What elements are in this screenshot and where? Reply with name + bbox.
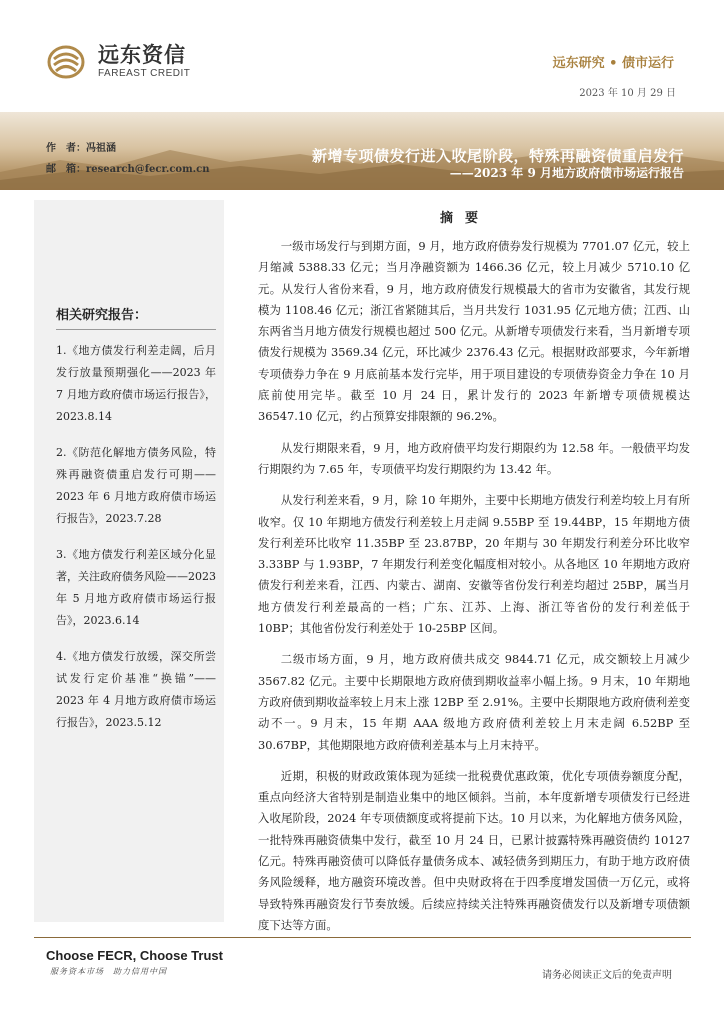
report-title: 新增专项债发行进入收尾阶段，特殊再融资债重启发行 [311, 147, 684, 165]
abstract-paragraph: 二级市场方面，9 月，地方政府债共成交 9844.71 亿元，成交额较上月减少 3567.82 亿元。主要中长期限地方政府债到期收益率小幅上扬。9 月末，10 年期地方政府债到期收益率较上月末上涨 12BP 至 2.91%。主要中长期限地方政府债利差变动不一。9 月末，15 年期 AAA 级地方政府债利差较上月末走阔 6.52BP 至 30.67BP，其他期限地方政府债利差基本与上月末持平。 [258, 652, 690, 752]
related-report-item: 2.《防范化解地方债务风险，特殊再融资债重启发行可期——2023 年 6 月地方政府债市场运行报告》，2023.7.28 [56, 446, 216, 525]
report-date: 2023 年 10 月 29 日 [579, 88, 676, 99]
footer-slogan: 服务资本市场 助力信用中国 [50, 967, 167, 976]
report-series: 远东研究 • 债市运行 [552, 56, 674, 71]
related-report-item: 3.《地方债发行利差区域分化显著，关注政府债务风险——2023 年 5 月地方政府债市场运行报告》，2023.6.14 [56, 548, 216, 627]
abstract-paragraph: 从发行利差来看，9 月，除 10 年期外，主要中长期地方债发行利差均较上月有所收窄。仅 10 年期地方债发行利差较上月走阔 9.55BP 至 19.44BP，15 年期地方债发行利差环比收窄 11.35BP 至 23.87BP，20 年期与 30 年期发行利差分环比收窄 3.33BP 与 1.93BP，7 年期发行利差变化幅度相对较小。从各地区 10 年期地方政府债发行利差来看，江西、内蒙古、湖南、安徽等省份发行利差均超过 25BP，属当月地方债发行利差最高的一档；广东、江苏、上海、浙江等省份的发行利差低于 10BP；其他省份发行利差处于 10-25BP 区间。 [258, 493, 690, 636]
author-line: 作 者：冯祖涵 [46, 143, 116, 154]
abstract-paragraph: 近期，积极的财政政策体现为延续一批税费优惠政策，优化专项债券额度分配，重点向经济大省特别是制造业集中的地区倾斜。当前，本年度新增专项债发行已经进入收尾阶段，2024 年专项债额度或将提前下达。10 月以来，为化解地方债务风险，一批特殊再融资债集中发行，截至 10 月 24 日，已累计披露特殊再融资债约 10127 亿元。特殊再融资债可以降低存量债务成本、减轻债务到期压力，有助于地方政府债务风险缓释，地方融资环境改善。但中央财政将在于四季度增发国债一万亿元，或将导致特殊再融资发行节奏放缓。后续应持续关注特殊再融资债发行以及新增专项债额度下达等方面。 [258, 768, 690, 932]
related-report-item: 1.《地方债发行利差走阔，后月发行放量预期强化——2023 年 7 月地方政府债市场运行报告》，2023.8.14 [56, 344, 216, 423]
abstract-paragraph: 从发行期限来看，9 月，地方政府债平均发行期限约为 12.58 年。一般债平均发行期限约为 7.65 年，专项债平均发行期限约为 13.42 年。 [258, 440, 690, 476]
abstract-heading: 摘要 [440, 211, 491, 226]
related-reports [56, 304, 216, 748]
footer-disclaimer: 请务必阅读正文后的免责声明 [542, 970, 672, 981]
logo-chinese-name: 远东资信 [98, 43, 186, 67]
report-subtitle: ——2023 年 9 月地方政府债市场运行报告 [449, 166, 684, 180]
logo-english-name: FAREAST CREDIT [98, 68, 191, 79]
related-reports-heading: 相关研究报告： [56, 304, 216, 330]
abstract-body [258, 236, 690, 946]
company-logo [46, 44, 190, 79]
fareast-logo-icon [46, 45, 92, 79]
title-banner [0, 112, 724, 190]
related-report-item: 4.《地方债发行放缓，深交所尝试发行定价基准“换锚”——2023 年 4 月地方政府债市场运行报告》，2023.5.12 [56, 650, 216, 729]
footer-brand: Choose FECR, Choose Trust [46, 948, 223, 963]
abstract-paragraph: 一级市场发行与到期方面，9 月，地方政府债券发行规模为 7701.07 亿元，较上月缩减 5388.33 亿元；当月净融资额为 1466.36 亿元，较上月减少 5710.10 亿元。从发行人省份来看，9 月，地方政府债发行规模最大的省市为安徽省，其发行规模为 1108.46 亿元；浙江省紧随其后，当月共发行 1031.95 亿元地方债；江西、山东两省当月地方债发行规模也超过 500 亿元。从新增专项债发行来看，当月新增专项债发行规模为 3569.34 亿元，环比减少 2376.43 亿元。根据财政部要求，今年新增专项债券力争在 9 月底前基本发行完毕，用于项目建设的专项债券资金力争在 10 月底前使用完毕。截至 10 月 24 日，累计发行的 2023 年新增专项债规模达 36547.10 亿元，约占预算安排限额的 96.2%。 [258, 239, 690, 424]
email-line: 邮 箱：research@fecr.com.cn [46, 164, 210, 175]
footer-divider [34, 937, 691, 938]
